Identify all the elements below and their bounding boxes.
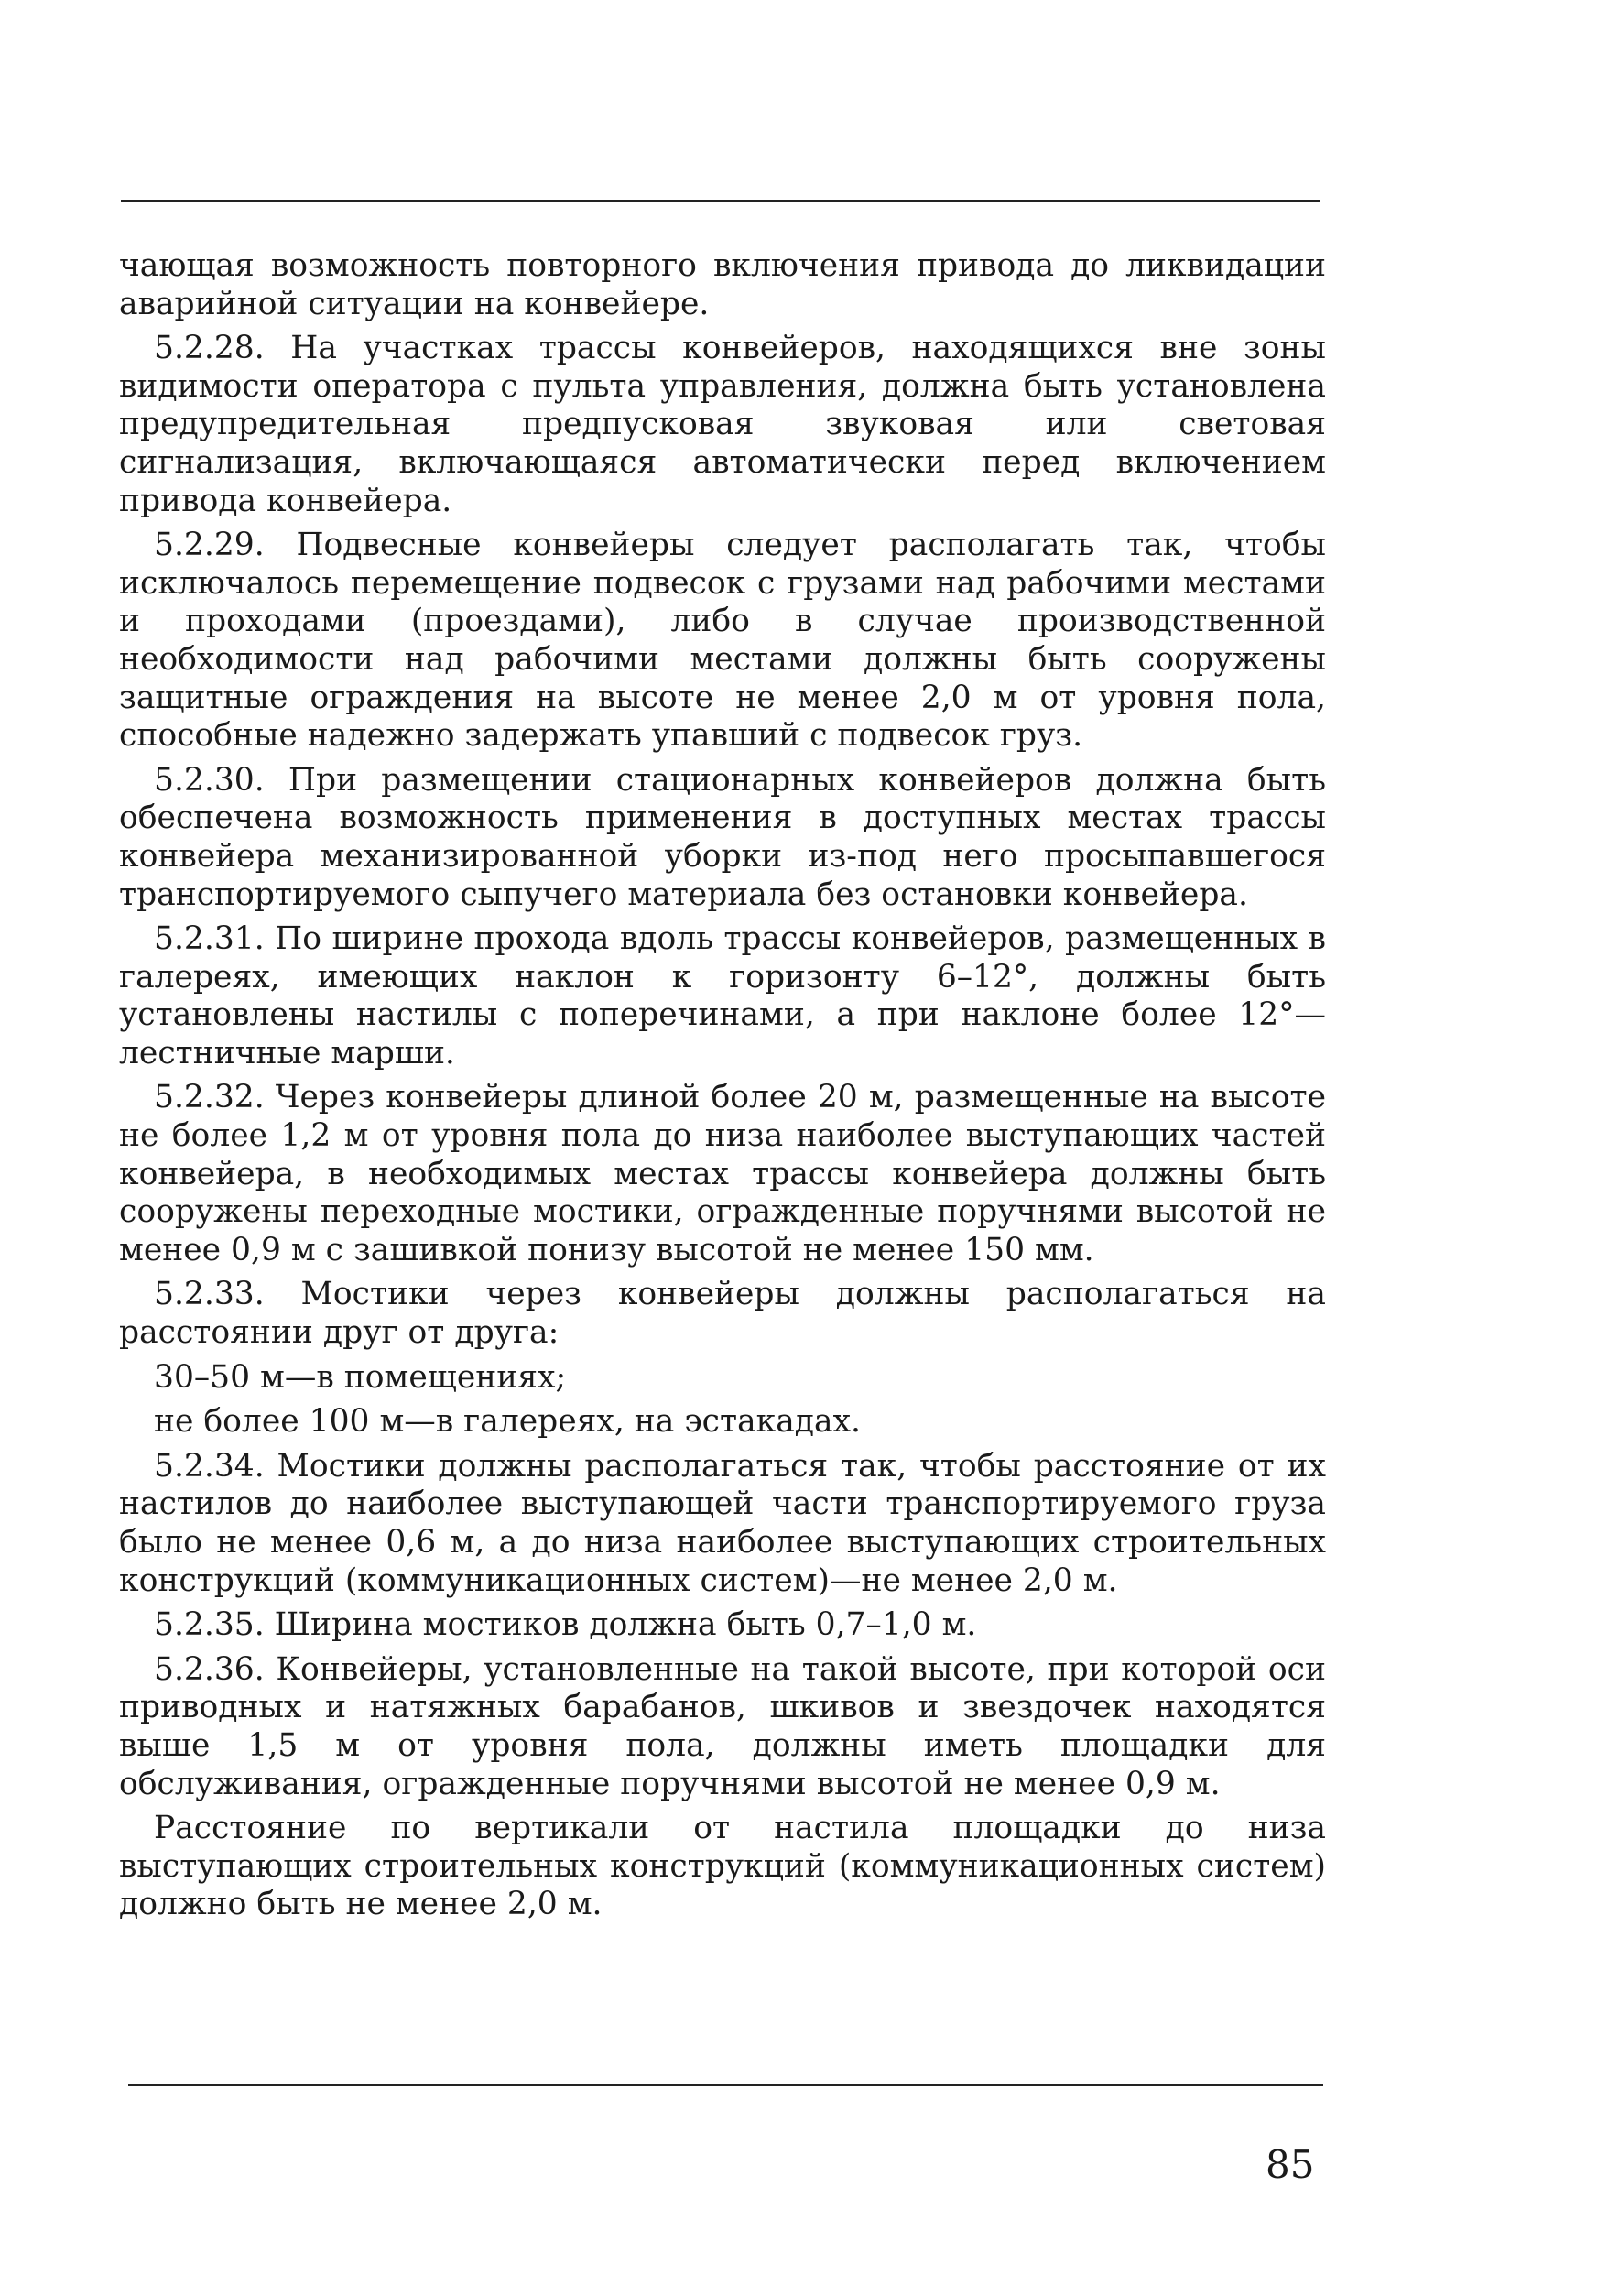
top-rule [121,200,1320,202]
paragraph-5-2-35: 5.2.35. Ширина мостиков должна быть 0,7–1,0 м. [154,1606,977,1644]
body-text [119,247,1326,1931]
list-item-galleries: не более 100 м—в галереях, на эстакадах. [154,1403,862,1441]
list-item-indoor: 30–50 м—в помещениях; [154,1358,567,1396]
paragraph-5-2-31: 5.2.31. По ширине прохода вдоль трассы конвейеров, размещенных в галереях, имеющих наклон к горизонту 6–12°, должны быть установлены настилы с поперечинами, а при наклоне более 12°—лестничные марши. [119,920,1326,1072]
paragraph-vertical-distance: Расстояние по вертикали от настила площадки до низа выступающих строительных конструкций (коммуникационных систем) должно быть не менее 2,0 м. [119,1810,1326,1923]
page-number: 85 [1266,2142,1315,2187]
paragraph-5-2-30: 5.2.30. При размещении стационарных конвейеров должна быть обеспечена возможность применения в доступных местах трассы конвейера механизированной уборки из-под него просыпавшегося транспортируемого сыпучего материала без остановки конвейера. [119,761,1326,913]
paragraph-5-2-34: 5.2.34. Мостики должны располагаться так, чтобы расстояние от их настилов до наиболее выступающей части транспортируемого груза было не менее 0,6 м, а до низа наиболее выступающих строительных конструкций (коммуникационных систем)—не менее 2,0 м. [119,1447,1326,1599]
paragraph-continuation: чающая возможность повторного включения привода до ликвидации аварийной ситуации на конвейере. [119,247,1326,322]
paragraph-5-2-29: 5.2.29. Подвесные конвейеры следует располагать так, чтобы исключалось перемещение подвесок с грузами над рабочими местами и проходами (проездами), либо в случае производственной необходимости над рабочими местами должны быть сооружены защитные ограждения на высоте не менее 2,0 м от уровня пола, способные надежно задержать упавший с подвесок груз. [119,527,1326,755]
paragraph-5-2-36: 5.2.36. Конвейеры, установленные на такой высоте, при которой оси приводных и натяжных барабанов, шкивов и звездочек находятся выше 1,5 м от уровня пола, должны иметь площадки для обслуживания, огражденные поручнями высотой не менее 0,9 м. [119,1650,1326,1802]
paragraph-5-2-33: 5.2.33. Мостики через конвейеры должны располагаться на расстоянии друг от друга: [119,1276,1326,1352]
paragraph-5-2-32: 5.2.32. Через конвейеры длиной более 20 м, размещенные на высоте не более 1,2 м от уровня пола до низа наиболее выступающих частей конвейера, в необходимых местах трассы конвейера должны быть сооружены переходные мостики, огражденные поручнями высотой не менее 0,9 м с зашивкой понизу высотой не менее 150 мм. [119,1079,1326,1268]
bottom-rule [128,2084,1323,2086]
paragraph-5-2-28: 5.2.28. На участках трассы конвейеров, находящихся вне зоны видимости оператора с пульта управления, должна быть установлена предупредительная предпусковая звуковая или световая сигнализация, включающаяся автоматически перед включением привода конвейера. [119,330,1326,519]
